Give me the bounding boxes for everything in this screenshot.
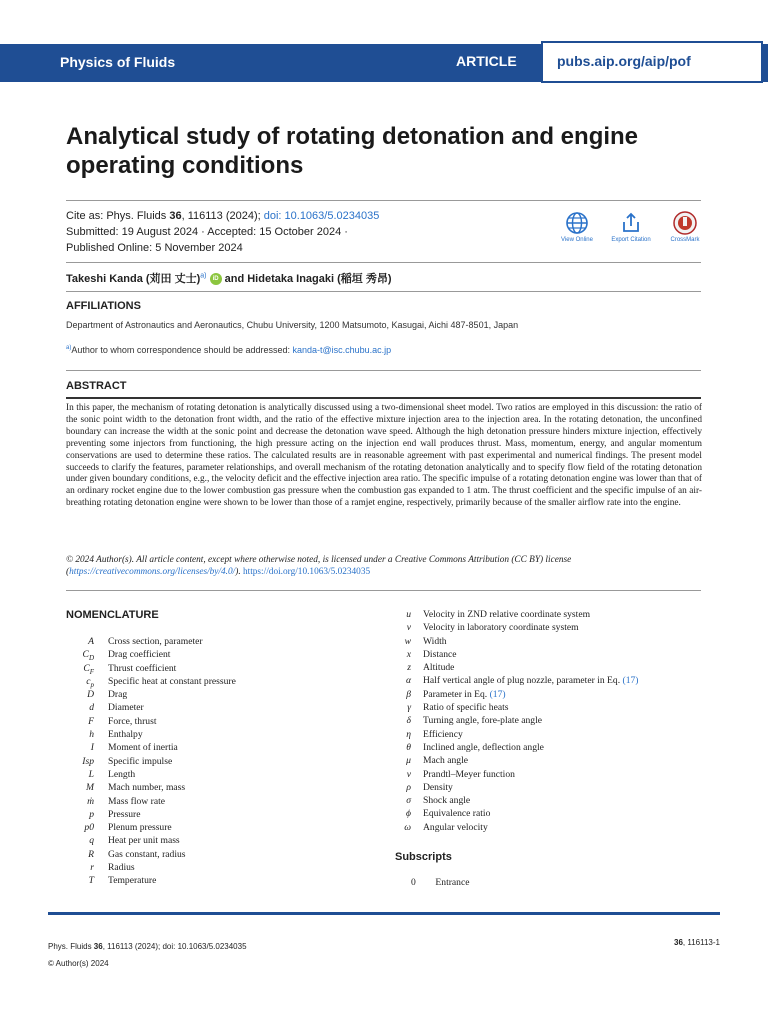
- footer-copyright: © Author(s) 2024: [48, 959, 109, 968]
- nomenclature-definition: Enthalpy: [108, 729, 143, 741]
- nomenclature-definition: Cross section, parameter: [108, 636, 203, 647]
- subscripts-heading: Subscripts: [395, 851, 452, 863]
- footer-volume: 36: [93, 942, 103, 951]
- article-title: Analytical study of rotating detonation and engine operating conditions: [66, 123, 639, 179]
- doi-link[interactable]: doi: 10.1063/5.0234035: [263, 210, 380, 222]
- nomenclature-row: [14, 635, 384, 648]
- correspondence-note: [66, 345, 391, 355]
- citation-block: [66, 208, 379, 256]
- nomenclature-row: [14, 715, 384, 728]
- license-statement: [66, 554, 702, 578]
- nomenclature-definition: Gas constant, radius: [108, 848, 186, 860]
- affiliations-heading: AFFILIATIONS: [66, 300, 141, 312]
- nomenclature-row: [366, 688, 736, 701]
- nomenclature-row: [14, 808, 384, 821]
- nomenclature-symbol: v: [406, 622, 411, 634]
- nomenclature-definition: Inclined angle, deflection angle: [423, 741, 544, 753]
- nomenclature-symbol: ω: [404, 821, 411, 833]
- nomenclature-definition: Drag: [108, 689, 128, 701]
- nomenclature-row: [14, 675, 384, 688]
- nomenclature-symbol: L: [88, 768, 94, 780]
- nomenclature-symbol: α: [405, 675, 411, 687]
- nomenclature-row: [14, 662, 384, 675]
- corr-text: Author to whom correspondence should be addressed:: [71, 345, 293, 355]
- nomenclature-symbol: $c_p$: [86, 675, 94, 689]
- nomenclature-definition: Mass flow rate: [108, 795, 166, 807]
- nomenclature-definition: Mach number, mass: [108, 782, 186, 794]
- nomenclature-row: [366, 794, 736, 807]
- nomenclature-symbol: η: [406, 728, 411, 740]
- license-text: © 2024 Author(s). All article content, except where otherwise noted, is licensed under a Creative Commons Attribution (CC BY) license (: [66, 555, 572, 577]
- nomenclature-symbol: z: [407, 662, 411, 674]
- nomenclature-symbol: h: [89, 729, 94, 741]
- divider: [66, 370, 701, 371]
- export-icon: [619, 211, 643, 235]
- footer-page-number: [674, 938, 720, 947]
- submitted-line: Submitted: 19 August 2024 · Accepted: 15 October 2024 ·: [66, 226, 348, 238]
- nomenclature-row: [14, 874, 384, 887]
- cite-rest: , 116113 (2024);: [181, 210, 264, 222]
- nomenclature-list-left: [14, 635, 384, 888]
- nomenclature-symbol: μ: [406, 755, 411, 767]
- nomenclature-symbol: ϕ: [406, 808, 411, 820]
- nomenclature-symbol: σ: [406, 795, 411, 807]
- nomenclature-definition: Half vertical angle of plug nozzle, parameter in Eq. (17): [423, 675, 639, 687]
- globe-icon: [565, 211, 589, 235]
- nomenclature-row: [366, 807, 736, 820]
- nomenclature-symbol: p0: [84, 822, 94, 834]
- nomenclature-symbol: T: [88, 875, 94, 887]
- nomenclature-row: [14, 755, 384, 768]
- published-line: Published Online: 5 November 2024: [66, 242, 243, 254]
- nomenclature-row: [14, 688, 384, 701]
- nomenclature-row: [14, 834, 384, 847]
- nomenclature-symbol: A: [88, 636, 94, 647]
- affiliation-text: Department of Astronautics and Aeronautics, Chubu University, 1200 Matsumoto, Kasugai, Aichi 487-8501, Japan: [66, 320, 519, 330]
- nomenclature-symbol: ρ: [406, 781, 411, 793]
- nomenclature-symbol: M: [86, 782, 94, 794]
- divider: [66, 262, 701, 263]
- abstract-heading: ABSTRACT: [66, 380, 127, 392]
- nomenclature-row: [14, 821, 384, 834]
- journal-name[interactable]: Physics of Fluids: [60, 54, 176, 70]
- nomenclature-row: [366, 728, 736, 741]
- nomenclature-definition: Width: [423, 635, 447, 647]
- nomenclature-definition: Velocity in laboratory coordinate system: [423, 622, 579, 634]
- author-name[interactable]: and Hidetaka Inagaki (稲垣 秀昂): [224, 273, 392, 285]
- divider: [66, 200, 701, 201]
- nomenclature-symbol: R: [88, 848, 94, 860]
- nomenclature-symbol: x: [406, 648, 411, 660]
- nomenclature-heading: NOMENCLATURE: [66, 609, 159, 621]
- journal-url-box[interactable]: [541, 41, 763, 83]
- nomenclature-definition: Specific impulse: [108, 755, 173, 767]
- journal-url[interactable]: pubs.aip.org/aip/pof: [557, 53, 691, 69]
- subscript-definition: Entrance: [435, 877, 470, 888]
- orcid-icon[interactable]: iD: [210, 273, 222, 285]
- nomenclature-definition: Heat per unit mass: [108, 835, 180, 847]
- email-link[interactable]: kanda-t@isc.chubu.ac.jp: [292, 345, 392, 355]
- nomenclature-definition: Moment of inertia: [108, 742, 178, 754]
- nomenclature-row: [366, 741, 736, 754]
- author-footnote-marker[interactable]: a): [200, 272, 207, 280]
- nomenclature-definition: Temperature: [108, 875, 157, 887]
- nomenclature-symbol: F: [88, 715, 94, 727]
- nomenclature-row: [14, 701, 384, 714]
- nomenclature-row: [366, 714, 736, 727]
- nomenclature-symbol: D: [87, 689, 94, 701]
- author-list: [66, 270, 392, 286]
- nomenclature-row: [366, 674, 736, 687]
- nomenclature-list-right: [366, 608, 736, 834]
- nomenclature-definition: Pressure: [108, 808, 141, 820]
- nomenclature-definition: Thrust coefficient: [108, 662, 177, 674]
- divider: [66, 590, 701, 591]
- footer-doi: , 116113 (2024); doi: 10.1063/5.0234035: [102, 942, 247, 951]
- nomenclature-symbol: $C_F$: [83, 662, 94, 676]
- nomenclature-row: [14, 781, 384, 794]
- equation-reference-link[interactable]: (17): [489, 688, 506, 700]
- nomenclature-symbol: β: [406, 688, 411, 700]
- crossmark-icon: [673, 211, 697, 235]
- nomenclature-definition: Distance: [423, 648, 457, 660]
- license-link[interactable]: https://creativecommons.org/licenses/by/4.0/: [69, 567, 236, 577]
- nomenclature-definition: Equivalence ratio: [423, 808, 491, 820]
- nomenclature-row: [14, 768, 384, 781]
- nomenclature-symbol: ν: [406, 768, 411, 780]
- export-citation-label: Export Citation: [611, 237, 651, 243]
- nomenclature-symbol: δ: [406, 715, 411, 727]
- nomenclature-row: [14, 648, 384, 661]
- cite-as-line: [66, 208, 379, 224]
- nomenclature-row: [366, 701, 736, 714]
- nomenclature-row: [366, 608, 736, 621]
- cite-volume: 36: [169, 210, 182, 222]
- nomenclature-row: [14, 741, 384, 754]
- nomenclature-row: [366, 648, 736, 661]
- nomenclature-symbol: γ: [407, 702, 411, 714]
- nomenclature-definition: Angular velocity: [423, 821, 488, 833]
- nomenclature-definition: Prandtl–Meyer function: [423, 768, 515, 780]
- nomenclature-symbol: θ: [406, 741, 411, 753]
- divider: [66, 291, 701, 292]
- footer-citation: [48, 938, 247, 972]
- nomenclature-row: [14, 861, 384, 874]
- nomenclature-definition: Ratio of specific heats: [423, 702, 509, 714]
- nomenclature-definition: Parameter in Eq. (17): [423, 688, 506, 700]
- crossmark-label: CrossMark: [670, 237, 700, 243]
- equation-reference-link[interactable]: (17): [622, 675, 639, 687]
- abstract-text: In this paper, the mechanism of rotating detonation is analytically discussed using a two-dimensional sheet model. Two ratios are employed in this discussion: the ratio of the sonic point width to the detonation front width, and the ratio of the effective mixture injection area to the injection area. In the rotating detonation, the unconfined boundary can increase the width at the sonic point and decrease the detonation wave speed. Although the high detonation pressure hinders mixture injection, effectively preventing some injectors from functioning, the high pressure acting on the injection end wall produces thrust. Mass, momentum, energy, and angular momentum conservations are used to determine these ratios. The calculated results are in reasonable agreement with past experimental and numerical findings. The present model succeeds to clarify the features, parameter relationships, and overall mechanism of the rotating detonation analytically and to specify flow field of the rotating detonation under given boundary conditions, e.g., the velocity deficit and the effective injection area ratio. The specific impulse of a rotating detonation engine was lower than that of an ordinary rocket engine due to the lower combustion gas pressure when the combustion gas expanded to 1 atm. The thrust coefficient and the specific impulse of an air-breathing rotating detonation engine were shown to be lower than those of a ramjet engine, respectively, primarily because of the smaller airflow rate into the engine.: [66, 403, 702, 509]
- view-online-label: View Online: [561, 237, 593, 243]
- footer-page-volume: 36: [674, 938, 683, 947]
- nomenclature-symbol: I: [90, 742, 94, 754]
- nomenclature-symbol: u: [406, 609, 411, 620]
- subscript-symbol: 0: [411, 877, 416, 888]
- nomenclature-symbol: r: [90, 862, 94, 874]
- nomenclature-definition: Force, thrust: [108, 715, 157, 727]
- license-close: ).: [235, 567, 243, 577]
- nomenclature-symbol: q: [89, 835, 94, 847]
- nomenclature-definition: Length: [108, 768, 136, 780]
- journal-header-band: [0, 44, 768, 82]
- nomenclature-definition: Density: [423, 781, 453, 793]
- nomenclature-row: [366, 635, 736, 648]
- corr-marker: a): [66, 345, 72, 351]
- doi-url-link[interactable]: https://doi.org/10.1063/5.0234035: [242, 567, 371, 577]
- nomenclature-definition: Efficiency: [423, 728, 463, 740]
- footer-rule: [48, 912, 720, 915]
- abstract-rule: [66, 397, 701, 399]
- nomenclature-definition: Radius: [108, 862, 135, 874]
- subscript-row: [395, 877, 470, 888]
- footer-page-id: , 116113-1: [682, 938, 720, 947]
- nomenclature-row: [366, 621, 736, 634]
- nomenclature-row: [366, 821, 736, 834]
- nomenclature-row: [14, 795, 384, 808]
- crossmark-button[interactable]: [655, 211, 715, 243]
- nomenclature-definition: Shock angle: [423, 795, 471, 807]
- nomenclature-row: [366, 661, 736, 674]
- nomenclature-definition: Turning angle, fore-plate angle: [423, 715, 542, 727]
- nomenclature-row: [14, 848, 384, 861]
- author-name[interactable]: Takeshi Kanda (苅田 丈士): [66, 273, 201, 285]
- export-citation-button[interactable]: [601, 211, 661, 243]
- nomenclature-symbol: $C_D$: [82, 649, 94, 663]
- nomenclature-symbol: w: [404, 635, 411, 647]
- cite-prefix: Cite as: Phys. Fluids: [66, 210, 170, 222]
- nomenclature-definition: Mach angle: [423, 755, 469, 767]
- nomenclature-row: [14, 728, 384, 741]
- nomenclature-symbol: Isp: [82, 755, 94, 767]
- nomenclature-definition: Plenum pressure: [108, 822, 172, 834]
- nomenclature-row: [366, 781, 736, 794]
- nomenclature-row: [366, 768, 736, 781]
- nomenclature-definition: Specific heat at constant pressure: [108, 675, 236, 687]
- nomenclature-symbol: d: [89, 702, 94, 714]
- nomenclature-symbol: ṁ: [87, 795, 94, 807]
- nomenclature-definition: Altitude: [423, 662, 455, 674]
- nomenclature-symbol: p: [89, 808, 94, 820]
- nomenclature-definition: Diameter: [108, 702, 144, 714]
- footer-journal: Phys. Fluids: [48, 942, 94, 951]
- nomenclature-definition: Drag coefficient: [108, 649, 171, 661]
- view-online-button[interactable]: [547, 211, 607, 243]
- nomenclature-definition: Velocity in ZND relative coordinate system: [423, 609, 591, 620]
- nomenclature-row: [366, 754, 736, 767]
- article-type-label: ARTICLE: [456, 53, 517, 69]
